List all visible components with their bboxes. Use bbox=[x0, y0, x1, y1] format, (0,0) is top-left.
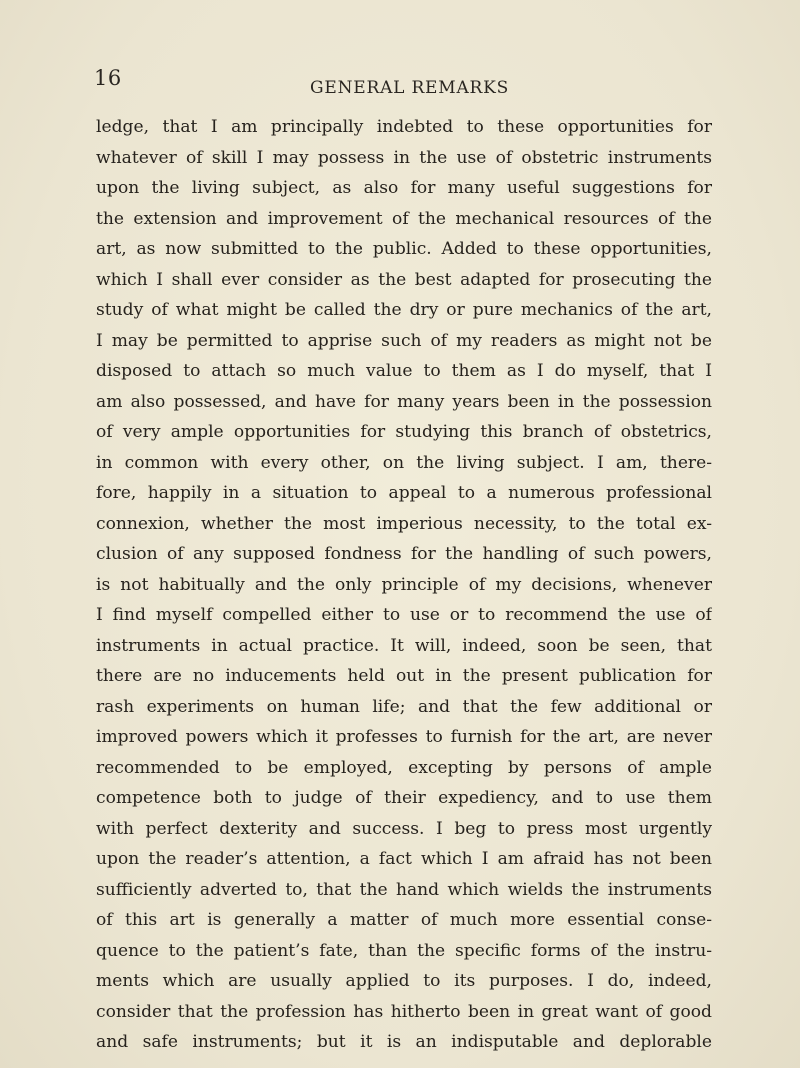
text-line: of this art is generally a matter of much more essential conse- bbox=[96, 910, 712, 930]
text-line: in common with every other, on the living subject. I am, there- bbox=[96, 452, 712, 473]
text-line: and safe instruments; but it is an indisputable and deplorable bbox=[96, 1032, 712, 1052]
text-line: art, as now submitted to the public. Added to these opportunities, bbox=[96, 239, 712, 259]
text-line: upon the reader’s attention, a fact which I am afraid has not been bbox=[96, 849, 712, 869]
text-line: rash experiments on human life; and that the few additional or bbox=[96, 696, 712, 717]
body-text bbox=[96, 112, 712, 1058]
text-line: fore, happily in a situation to appeal to a numerous professional bbox=[96, 483, 712, 503]
text-line: instruments in actual practice. It will, indeed, soon be seen, that bbox=[96, 635, 712, 656]
page-number: 16 bbox=[94, 66, 122, 90]
text-line: connexion, whether the most imperious necessity, to the total ex- bbox=[96, 513, 712, 534]
text-line: competence both to judge of their expediency, and to use them bbox=[96, 788, 712, 808]
text-line: there are no inducements held out in the present publication for bbox=[96, 666, 712, 686]
text-line: quence to the patient’s fate, than the specific forms of the instru- bbox=[96, 940, 712, 961]
text-line: disposed to attach so much value to them as I do myself, that I bbox=[96, 361, 712, 381]
text-line: is not habitually and the only principle of my decisions, whenever bbox=[96, 574, 712, 595]
text-line: I may be permitted to apprise such of my readers as might not be bbox=[96, 330, 712, 351]
text-line: clusion of any supposed fondness for the handling of such powers, bbox=[96, 544, 712, 564]
text-line: study of what might be called the dry or pure mechanics of the art, bbox=[96, 300, 712, 320]
text-line: recommended to be employed, excepting by persons of ample bbox=[96, 757, 712, 778]
text-line: upon the living subject, as also for many useful suggestions for bbox=[96, 178, 712, 198]
text-line: of very ample opportunities for studying this branch of obstetrics, bbox=[96, 422, 712, 442]
text-line: am also possessed, and have for many years been in the possession bbox=[96, 391, 712, 412]
text-line: improved powers which it professes to furnish for the art, are never bbox=[96, 727, 712, 747]
text-line: which I shall ever consider as the best adapted for prosecuting the bbox=[96, 269, 712, 290]
text-line: ledge, that I am principally indebted to these opportunities for bbox=[96, 117, 712, 137]
running-title: GENERAL REMARKS bbox=[310, 78, 510, 98]
text-line: whatever of skill I may possess in the use of obstetric instruments bbox=[96, 147, 712, 168]
text-line: I find myself compelled either to use or to recommend the use of bbox=[96, 605, 712, 625]
text-line: sufficiently adverted to, that the hand which wields the instruments bbox=[96, 879, 712, 900]
text-line: the extension and improvement of the mechanical resources of the bbox=[96, 208, 712, 229]
text-line: ments which are usually applied to its purposes. I do, indeed, bbox=[96, 971, 712, 991]
text-line: consider that the profession has hitherto been in great want of good bbox=[96, 1001, 712, 1022]
text-line: with perfect dexterity and success. I beg to press most urgently bbox=[96, 818, 712, 839]
